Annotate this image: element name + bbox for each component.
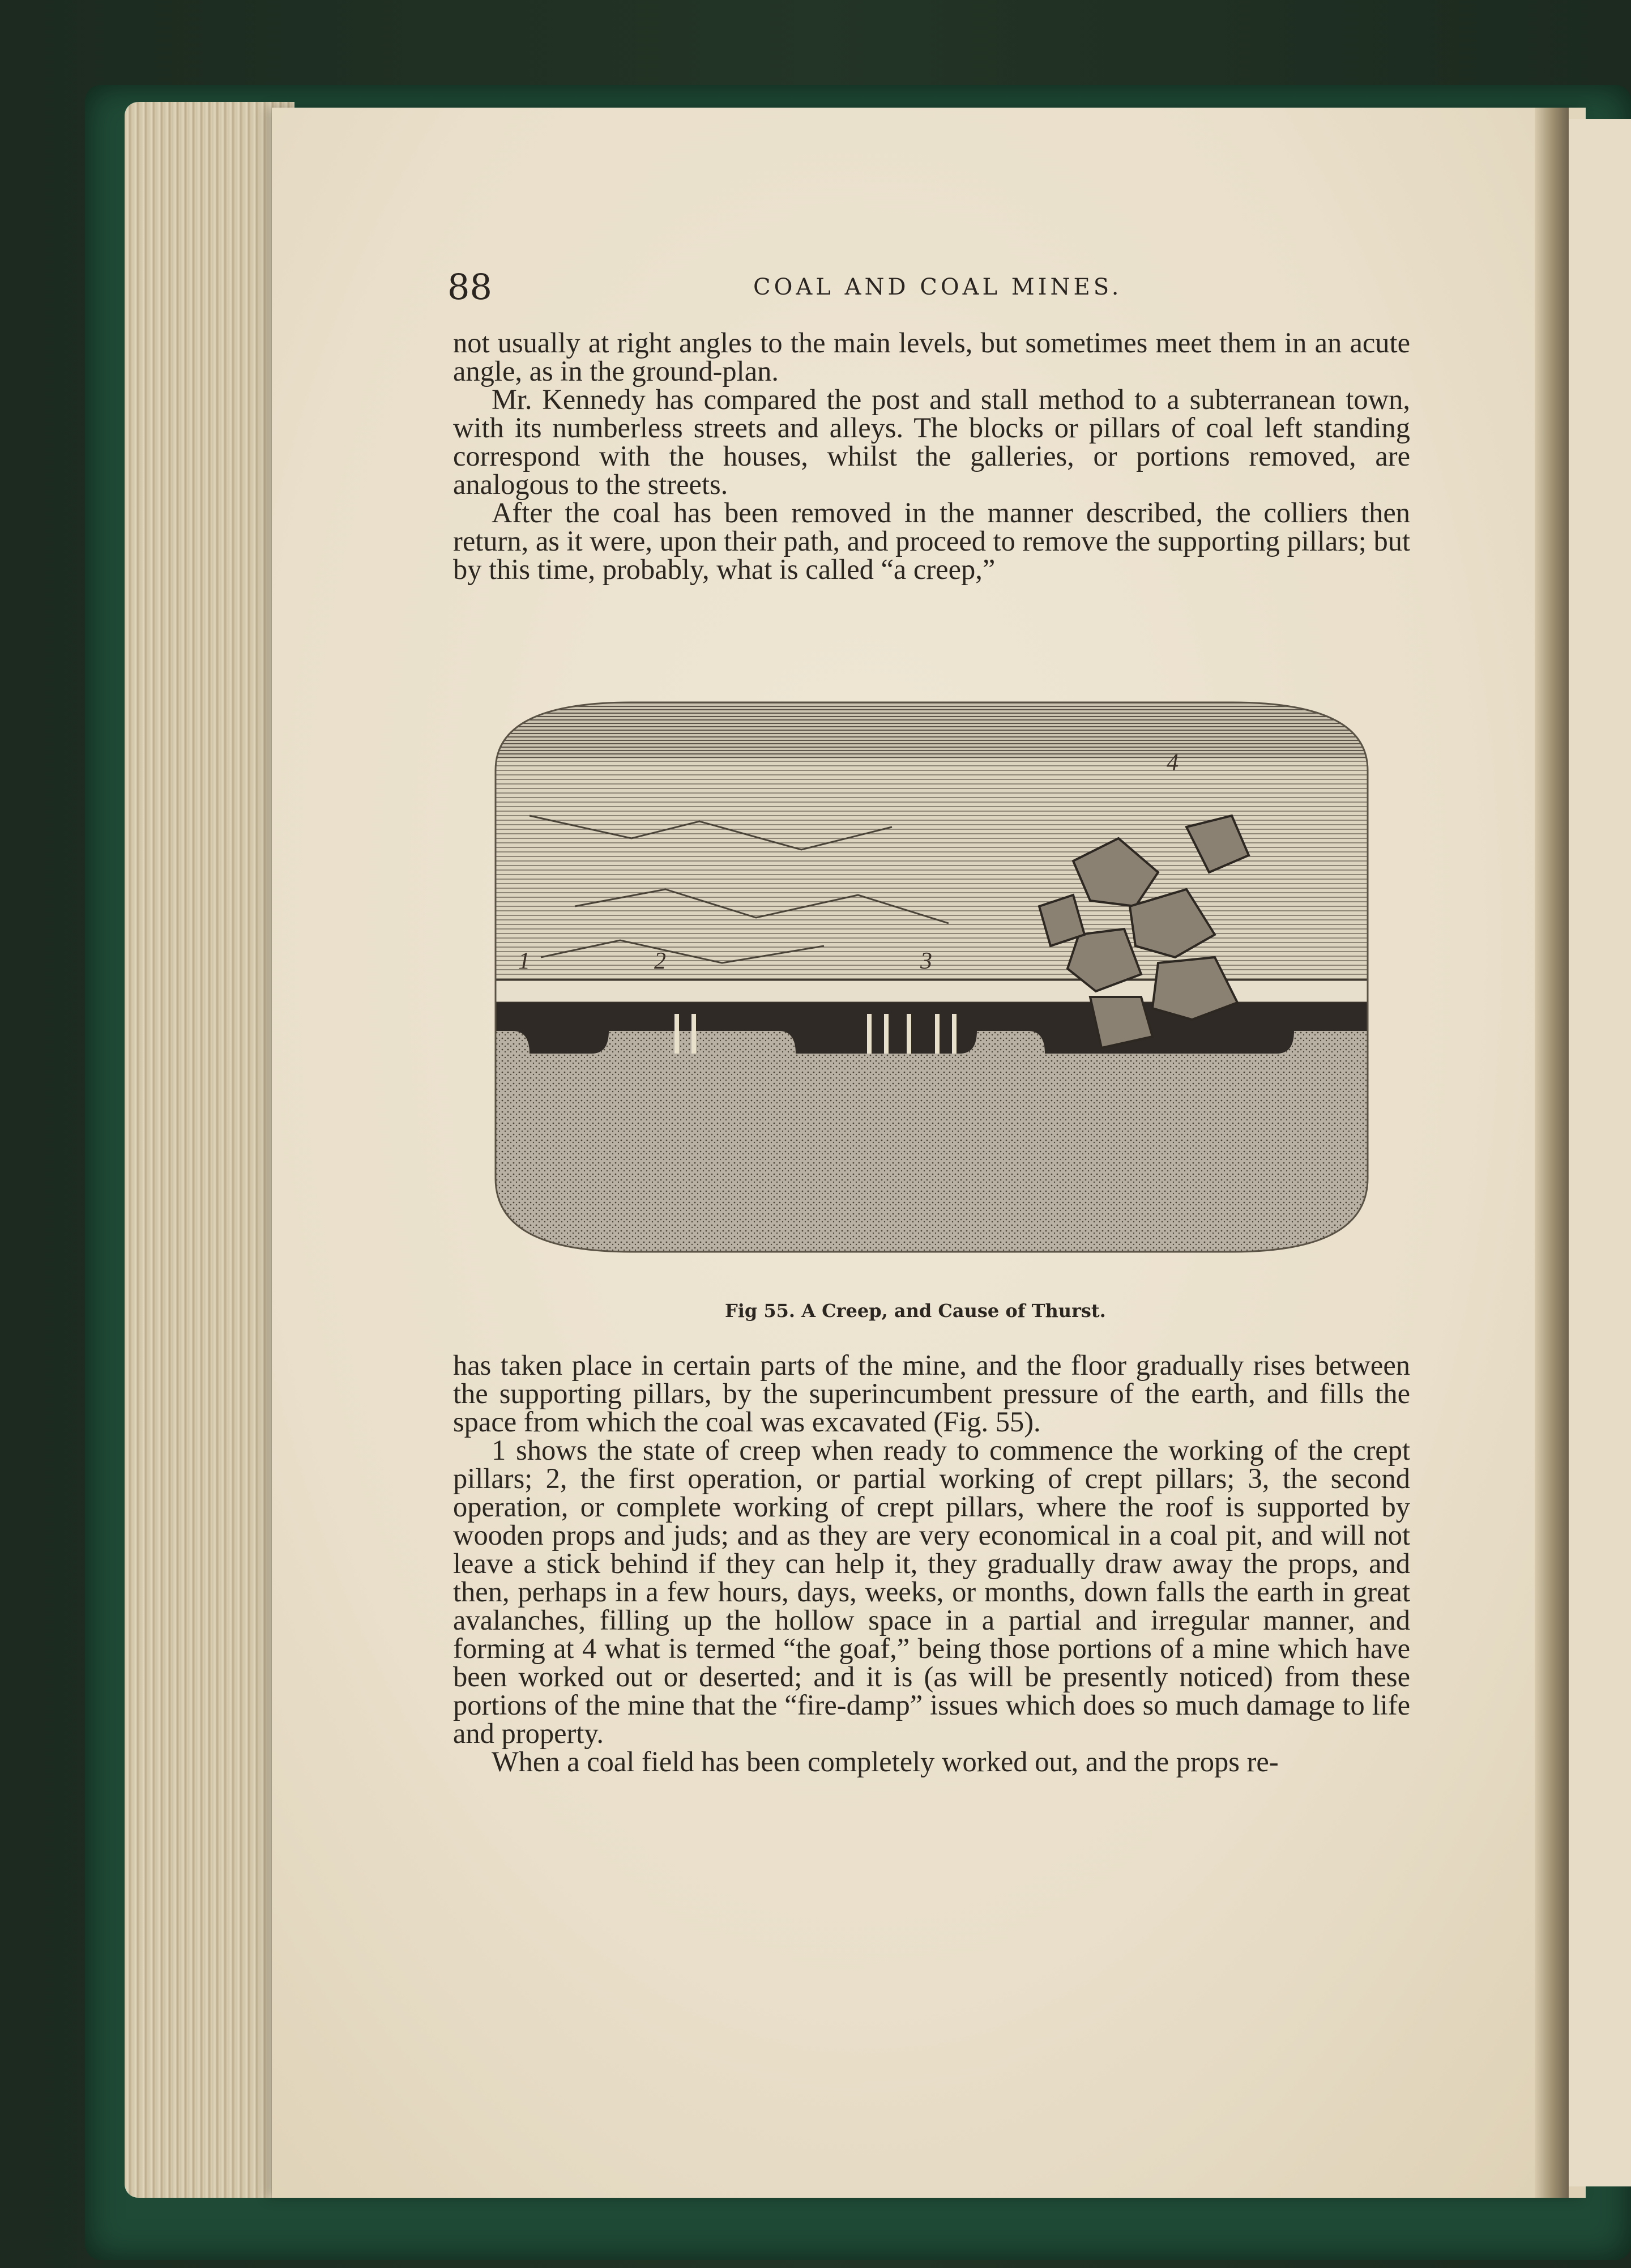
figure-creep-illustration xyxy=(462,691,1402,1263)
paragraph: 1 shows the state of creep when ready to commence the working of the crept pillars; 2, the first operation, or partial working of crept pillars; 3, the second operation, or complete working of crept pillars, where the roof is supported by wooden props and juds; and as they are very economical in a coal pit, and will not leave a stick behind if they can help it, they gradually draw away the props, and then, perhaps in a few hours, days, weeks, or months, down falls the earth in great avalanches, filling up the hollow space in a partial and irregular manner, and forming at 4 what is termed “the goaf,” being those portions of a mine which have been worked out or deserted; and it is (as will be presently noticed) from these portions of the mine that the “fire-damp” issues which does so much damage to life and property. xyxy=(453,1434,1410,1749)
facing-page-edge xyxy=(1569,119,1631,2186)
figure-label-4: 4 xyxy=(1167,750,1179,776)
paragraph: has taken place in certain parts of the mine, and the floor gradually rises between the supporting pillars, by the superincumbent pressure of the earth, and fills the space from which the coal was excavated (Fig. 55). xyxy=(453,1349,1410,1438)
engraving xyxy=(462,691,1402,1263)
paragraph: not usually at right angles to the main levels, but sometimes meet them in an acute angle, as in the ground-plan. xyxy=(453,327,1410,387)
figure-caption: Fig 55. A Creep, and Cause of Thurst. xyxy=(725,1300,1106,1321)
body-text-bottom xyxy=(453,1351,1410,1776)
page-number: 88 xyxy=(447,266,492,308)
figure-label-3: 3 xyxy=(920,948,932,974)
page-edges xyxy=(125,102,294,2198)
figure-label-2: 2 xyxy=(654,948,666,974)
paragraph: After the coal has been removed in the manner described, the colliers then return, as it were, upon their path, and proceed to remove the supporting pillars; but by this time, probably, what is called “a creep,” xyxy=(453,497,1410,585)
book-gutter xyxy=(1535,108,1569,2198)
running-head-title: COAL AND COAL MINES. xyxy=(753,274,1122,300)
body-text-top xyxy=(453,329,1410,583)
paragraph: Mr. Kennedy has compared the post and stall method to a subterranean town, with its numberless streets and alleys. The blocks or pillars of coal left standing correspond with the houses, whilst the galleries, or portions removed, are analogous to the streets. xyxy=(453,383,1410,500)
paragraph: When a coal field has been completely worked out, and the props re- xyxy=(492,1746,1279,1777)
figure-label-1: 1 xyxy=(518,948,530,974)
